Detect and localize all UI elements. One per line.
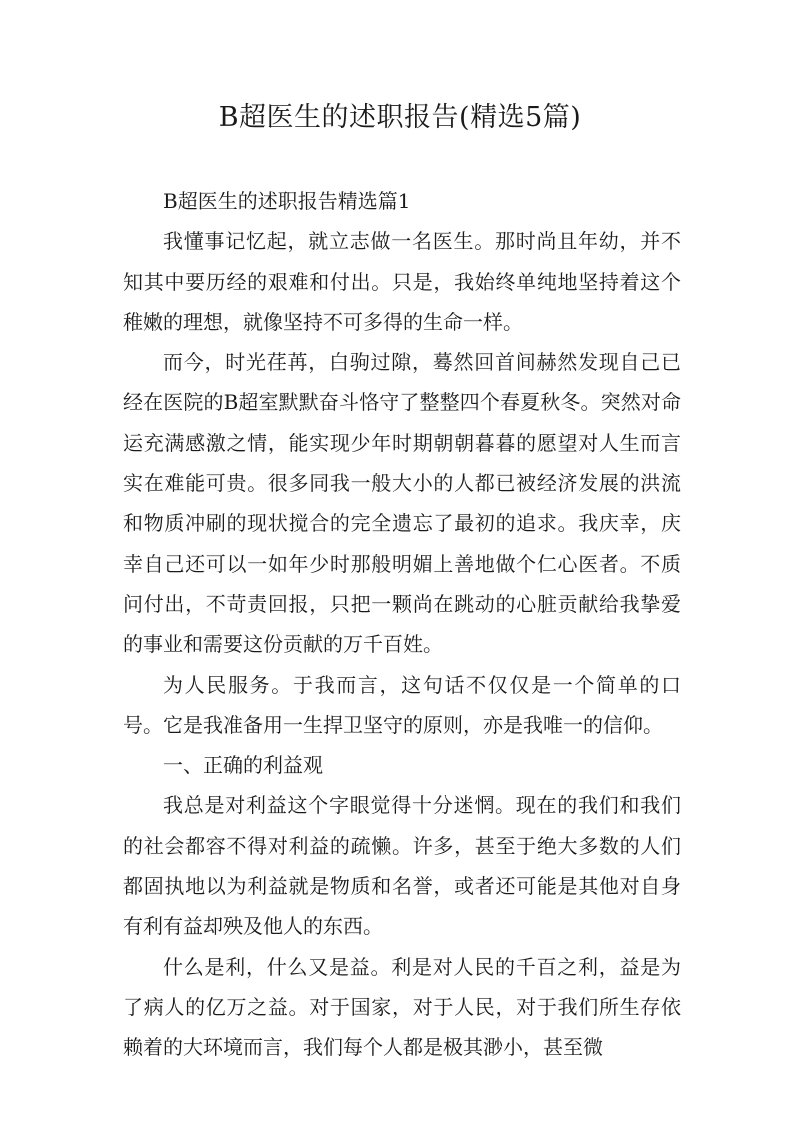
paragraph: 而今，时光荏苒，白驹过隙，蓦然回首间赫然发现自己已经在医院的B超室默默奋斗恪守了整整四个春夏秋冬。突然对命运充满感激之情，能实现少年时期朝朝暮暮的愿望对人生而言实在难能可贵。很多同我一般大小的人都已被经济发展的洪流和物质冲刷的现状搅合的完全遗忘了最初的追求。我庆幸，庆幸自己还可以一如年少时那般明媚上善地做个仁心医者。不质问付出，不苛责回报，只把一颗尚在跳动的心脏贡献给我挚爱的事业和需要这份贡献的万千百姓。 [123, 350, 681, 657]
paragraph: 什么是利，什么又是益。利是对人民的千百之利，益是为了病人的亿万之益。对于国家，对于人民，对于我们所生存依赖着的大环境而言，我们每个人都是极其渺小，甚至微 [123, 954, 681, 1060]
document-body [123, 181, 681, 1068]
paragraph: 我总是对利益这个字眼觉得十分迷惘。现在的我们和我们的社会都容不得对利益的疏懒。许多，甚至于绝大多数的人们都固执地以为利益就是物质和名誉，或者还可能是其他对自身有利有益却殃及他人的东西。 [123, 793, 681, 939]
paragraph: 我懂事记忆起，就立志做一名医生。那时尚且年幼，并不知其中要历经的艰难和付出。只是，我始终单纯地坚持着这个稚嫩的理想，就像坚持不可多得的生命一样。 [123, 229, 681, 334]
section-heading: B超医生的述职报告精选篇1 [163, 189, 411, 213]
paragraph: 为人民服务。于我而言，这句话不仅仅是一个简单的口号。它是我准备用一生捍卫坚守的原则，亦是我唯一的信仰。 [123, 672, 681, 737]
document-title: B超医生的述职报告(精选5篇) [218, 102, 582, 133]
subsection-heading: 一、正确的利益观 [163, 753, 323, 778]
